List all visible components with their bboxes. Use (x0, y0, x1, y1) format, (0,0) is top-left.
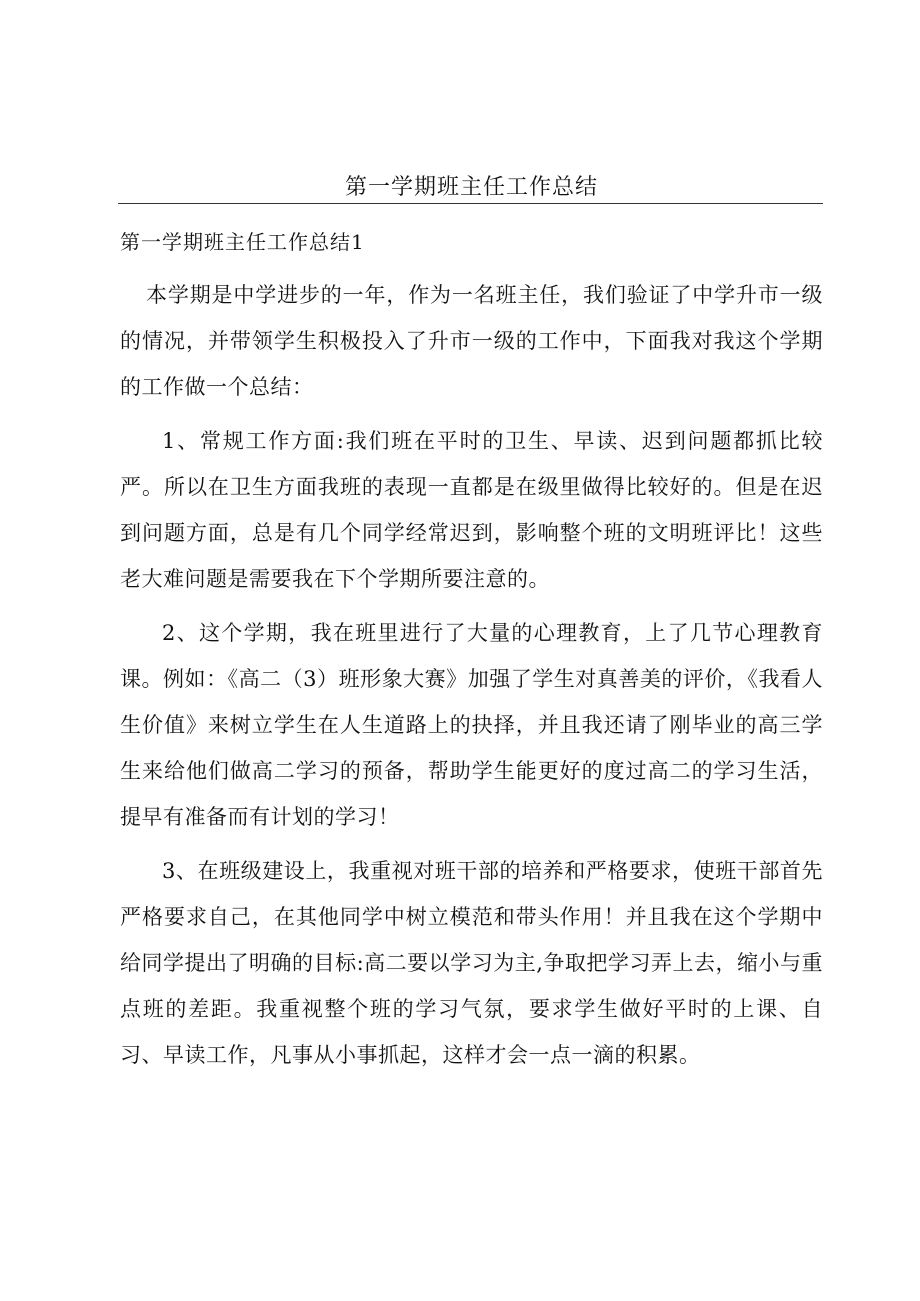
paragraph-1: 1、常规工作方面:我们班在平时的卫生、早读、迟到问题都抓比较严。所以在卫生方面我班的表现一直都是在级里做得比较好的。但是在迟到问题方面，总是有几个同学经常迟到，影响整个班的文明班评比！这些老大难问题是需要我在下个学期所要注意的。 (120, 429, 823, 591)
section-heading: 第一学期班主任工作总结1 (120, 230, 365, 254)
document-body (120, 272, 823, 1078)
title-divider (118, 203, 823, 204)
document-title: 第一学期班主任工作总结 (344, 175, 598, 200)
paragraph-2: 2、这个学期，我在班里进行了大量的心理教育，上了几节心理教育课。例如：《高二（3）班形象大赛》加强了学生对真善美的评价，《我看人生价值》来树立学生在人生道路上的抉择，并且我还请了刚毕业的高三学生来给他们做高二学习的预备，帮助学生能更好的度过高二的学习生活，提早有准备而有计划的学习！ (120, 621, 823, 829)
paragraph-intro: 本学期是中学进步的一年，作为一名班主任，我们验证了中学升市一级的情况，并带领学生积极投入了升市一级的工作中，下面我对我这个学期的工作做一个总结： (120, 283, 823, 399)
paragraph-3: 3、在班级建设上，我重视对班干部的培养和严格要求，使班干部首先严格要求自己，在其他同学中树立模范和带头作用！并且我在这个学期中给同学提出了明确的目标:高二要以学习为主,争取把学习弄上去，缩小与重点班的差距。我重视整个班的学习气氛，要求学生做好平时的上课、自习、早读工作，凡事从小事抓起，这样才会一点一滴的积累。 (120, 859, 823, 1067)
